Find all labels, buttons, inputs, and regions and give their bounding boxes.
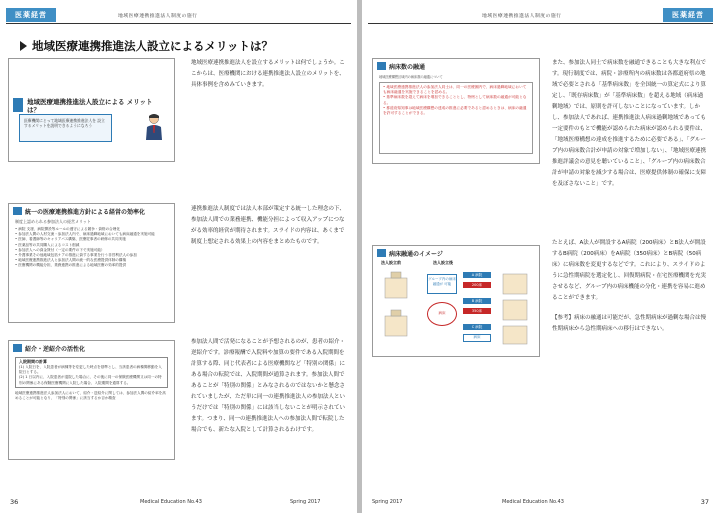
calc-box — [15, 357, 168, 388]
slide-title: 病床融通のイメージ — [373, 246, 539, 260]
page-heading — [20, 38, 273, 54]
hospital-c-label: C 病院 — [463, 324, 491, 330]
col-before-label: 法人設立前 — [381, 260, 401, 265]
slide-callout: 医療機関にとって地域医療連携推進法人を 設立するメリットを説明できるようになろう — [19, 114, 112, 142]
calc-item: (2) 1 日以内に、入院患者が退院した場合に、その後に同一の保険医療機関又は同一の特別の関係にある保険医療機関に入院した場合、入院期間を通算する。 — [19, 375, 162, 385]
hospital-after-icon — [497, 270, 535, 348]
paragraph-intro: 地域医療連携推進法人を設立するメリットは何でしょうか。ここからは、医療機関における連携推進法人設立のメリットを、具体事例を含めみていきます。 — [191, 60, 345, 88]
slide-merit — [8, 58, 175, 162]
paragraph-bed-transfer: また、参加法人同士で病床数を融通できることも大きな利点です。現行制度では、病院・診療所内の病床数は各都道府県の地域で必要とされる「基準病床数」を全国統一の算定式により算定し、「既存病床数」が「基準病床数」を超える地域（病床過剰地域）では、原則を許可しないことになっています。しかし、参加法人であれば、連携推進法人病床過剰地域であっても一定要件のもとで機能が認められた病床が認められる要件は、「地域医療構想の達成を推進するために必要である」、「グループ内の病床数合計が申請の対象で増加しない」、「地域医療連携推進評議会の意見を聴いていること」、「グループ内の病床数合計が申請の対象を減少する場合は、医療提供体制の確保に支障を及ぼさないこと」です。 — [552, 60, 707, 187]
list-item: • 地域医療連携推進法人の参加法人同士は、同一の医療圏内で、病床過剰地域においても病床融通を実施できることを認める。 — [383, 85, 529, 95]
slide-title: 紹介・逆紹介の活性化 — [9, 341, 174, 355]
hospital-before-icon — [379, 268, 419, 348]
list-item: • 病院 支援、病院開設等ルールの遵守による競争・資格の合理化 — [15, 227, 168, 232]
list-item: • 参加法人への資金貸付（一定の要件の下で実施可能） — [15, 248, 168, 253]
slide-title: 病床数の融通 — [373, 59, 539, 73]
list-item: • 介護事業その他地域包括ケアの推進に資する事業を行う非営利法人の参加 — [15, 253, 168, 258]
bed-count-b: 350床 — [463, 308, 491, 314]
title-bar-icon — [13, 98, 23, 112]
hospital-a-label: A 病院 — [463, 272, 491, 278]
slide-referral — [8, 340, 175, 460]
bed-label: 病床 — [463, 334, 491, 342]
right-page — [362, 0, 719, 513]
slide-note: 地域医療連携推進法人参加法人において、紹介・逆紹介に関しては、参加法人間の紹介率を高めることが可能となり、「特別の関係」に該当するか否か精査 — [15, 390, 166, 401]
page-number-right: 37 — [700, 498, 709, 506]
title-bar-icon — [377, 62, 386, 70]
header-rule-left — [6, 23, 351, 24]
bed-count-a: 200床 — [463, 282, 491, 288]
list-item: • 医薬品等の共同購入によるコスト削減 — [15, 243, 168, 248]
paragraph-reference: 【参考】病床の融通は可能だが、急性期病床が過剰な場合は慢性期病床から急性期病床への移行はできない。 — [552, 315, 707, 332]
slide-title: 地域医療連携推進法人設立による メリットは？ — [9, 95, 159, 116]
title-bar-icon — [13, 344, 22, 352]
list-item: • 基準病床数を超えて病床を増加できることとし、特例として病床数の融通が可能となる。 — [383, 95, 529, 105]
running-title-right: 地域医療連携推進法人制度の施行 — [482, 14, 562, 19]
paragraph-efficiency: 連携推進法人制度では法人本部が策定する統一した理念の下、参加法人間での業務連携、機能分担によって収入アップにつながる効率的経営が期待されます。スライドの内容は、あくまで制度上想定される効果上の内容をまとめたものです。 — [191, 206, 346, 245]
title-bar-icon — [377, 249, 386, 257]
list-item: • 参加法人間の人材交流・参加法人内で、病床過剰地域においても病床融通を実施可能 — [15, 232, 168, 237]
calc-box-title: 入院期間の計算 — [19, 359, 47, 364]
section-tag-left: 医薬経営 — [6, 8, 56, 22]
paragraph-referral: 参加法人間で活発になることが予想されるのが、患者の紹介・逆紹介です。診療報酬で入院料や加算の要件である入院期間を計算する際、同じ代表者による医療機関など「特別の関係」にある場合の転院では、入院期間が通算されます。参加法人間であることが「特別の関係」とみなされるのではないかと懸念されていましたが、ただ単に同一の連携推進法人の参加法人というだけでは「特別の関係」には該当しないことが明示されています。つまり、同一の連携推進法人への参加法人間で転院した場合でも、新たな入院として計算されるわけです。 — [191, 339, 346, 433]
list-item: • 地域医療連携推進法人と参加法人間の統一的な医療提供体制の構築 — [15, 258, 168, 263]
heading-text: 地域医療連携推進法人設立によるメリットは？ — [32, 39, 274, 53]
date-right: Spring 2017 — [372, 499, 403, 505]
journal-right: Medical Education No.43 — [502, 499, 564, 505]
slide-efficiency — [8, 203, 175, 323]
slide-bed-transfer — [372, 58, 540, 164]
slide-content-box — [379, 82, 533, 154]
list-item: • 医師、看護師等のキャリアパス構築、医療従事者の研修の共同実施 — [15, 237, 168, 242]
slide-subtitle: 制度上認められる参加法人の経営メリット — [15, 219, 91, 224]
calc-item: (1) 入院日を、入院患者が病棟等を変更した時点を基準とし、当該患者の病棟間移動を入院日とする。 — [19, 365, 162, 375]
slide-bullets — [9, 226, 174, 270]
list-item: • 都道府県知事は地域医療構想の達成の推進に必要であると認めるときは、病床の融通を許可することができる。 — [383, 106, 529, 116]
date-left: Spring 2017 — [290, 499, 321, 505]
presenter-icon — [144, 113, 164, 141]
journal-left: Medical Education No.43 — [140, 499, 202, 505]
paragraph-example: たとえば、A法人が開設するA病院（200病床）とB法人が開設するB病院（200病床）をA病院（350病床）とB病院（50病床）に病床数を変更するなどです。これにより、スライドのように急性期病院を選定化し、回復期病院・在宅医療機関を充実させるなど、グループ内の病床機能の分化・連携を容易に進めることができます。 — [552, 240, 707, 301]
slide-note: 地域医療構想区域内の病床数の融通について — [379, 75, 443, 79]
slide-title: 統一の医療連携推進方針による経営の効率化 — [9, 204, 174, 218]
title-bar-icon — [13, 207, 22, 215]
left-page — [0, 0, 357, 513]
slide-bed-image — [372, 245, 540, 357]
col-after-label: 法人設立後 — [433, 260, 453, 265]
triangle-bullet-icon — [20, 41, 27, 51]
page-number-left: 36 — [10, 498, 19, 506]
section-tag-right: 医薬経営 — [663, 8, 713, 22]
cycle-box: 病床 — [427, 302, 457, 326]
slide-bullets — [383, 85, 529, 116]
group-box: グループ内の病床融通が 可能 — [427, 274, 457, 294]
running-title-left: 地域医療連携推進法人制度の施行 — [118, 14, 198, 19]
header-rule-right — [368, 23, 713, 24]
hospital-b-label: B 病院 — [463, 298, 491, 304]
list-item: • 医療機関の機能分担、業務連携の推進による地域医療の効率的提供 — [15, 263, 168, 268]
